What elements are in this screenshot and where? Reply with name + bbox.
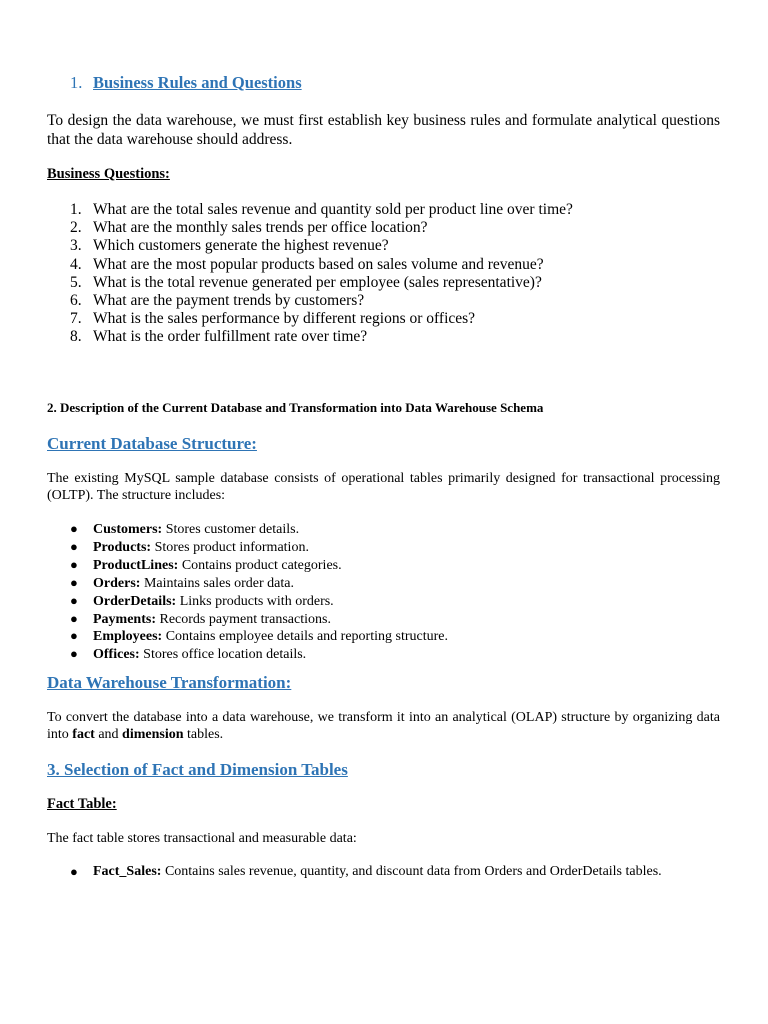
bullet-icon: ● [70,646,78,662]
fact-sales-name: Fact_Sales: [93,864,162,879]
bullet-icon: ● [70,610,78,626]
list-item: 3. Which customers generate the highest revenue? [70,237,389,255]
section1-number: 1. [70,73,83,92]
list-item: ● OrderDetails: Links products with orders. [70,592,334,609]
list-item: ● Products: Stores product information. [70,538,309,555]
list-item: 4. What are the most popular products based on sales volume and revenue? [70,255,544,273]
bullet-icon: ● [70,864,78,879]
tables-list [70,521,448,664]
list-item: ● Customers: Stores customer details. [70,521,300,537]
section1-intro: To design the data warehouse, we must first establish key business rules and formulate analytical questions that the data warehouse should address. [47,112,720,148]
fact-sales-desc: Contains sales revenue, quantity, and discount data from Orders and OrderDetails tables. [161,864,662,879]
dimension-keyword: dimension [122,727,184,742]
list-item: ● Offices: Stores office location details. [70,646,307,663]
bullet-icon: ● [70,556,78,572]
bullet-icon: ● [70,592,78,608]
business-questions-heading: Business Questions: [47,166,170,182]
section1-heading [70,73,302,93]
dw-transformation-heading: Data Warehouse Transformation: [47,673,292,692]
list-item: ● Employees: Contains employee details and reporting structure. [70,628,448,645]
dw-transformation-text: To convert the database into a data warehouse, we transform it into an analytical (OLAP) structure by organizing data into fact and dimension tables. [47,710,720,742]
list-item: 5. What is the total revenue generated per employee (sales representative)? [70,273,542,291]
section3-title: 3. Selection of Fact and Dimension Tables [47,760,348,779]
bullet-icon: ● [70,538,78,554]
list-item: 7. What is the sales performance by different regions or offices? [70,310,476,328]
fact-keyword: fact [72,727,95,742]
section1-title: Business Rules and Questions [93,73,302,92]
section2-title: 2. Description of the Current Database and Transformation into Data Warehouse Schema [47,400,544,415]
business-questions-list [70,201,573,347]
list-item: 6. What are the payment trends by customers? [70,292,365,310]
bullet-icon: ● [70,628,78,644]
bullet-icon: ● [70,574,78,590]
list-item: ● Payments: Records payment transactions. [70,610,331,627]
list-item [70,864,720,881]
list-item: 8. What is the order fulfillment rate over time? [70,328,368,346]
current-db-heading: Current Database Structure: [47,434,257,453]
fact-table-heading: Fact Table: [47,796,117,812]
bullet-icon: ● [70,521,78,536]
list-item: ● ProductLines: Contains product categories. [70,556,342,573]
list-item: 1. What are the total sales revenue and quantity sold per product line over time? [70,201,573,218]
list-item: ● Orders: Maintains sales order data. [70,574,294,591]
current-db-intro: The existing MySQL sample database consists of operational tables primarily designed for transactional processing (OLTP). The structure includes: [47,471,720,503]
fact-table-intro: The fact table stores transactional and measurable data: [47,831,357,846]
list-item: 2. What are the monthly sales trends per office location? [70,219,428,237]
